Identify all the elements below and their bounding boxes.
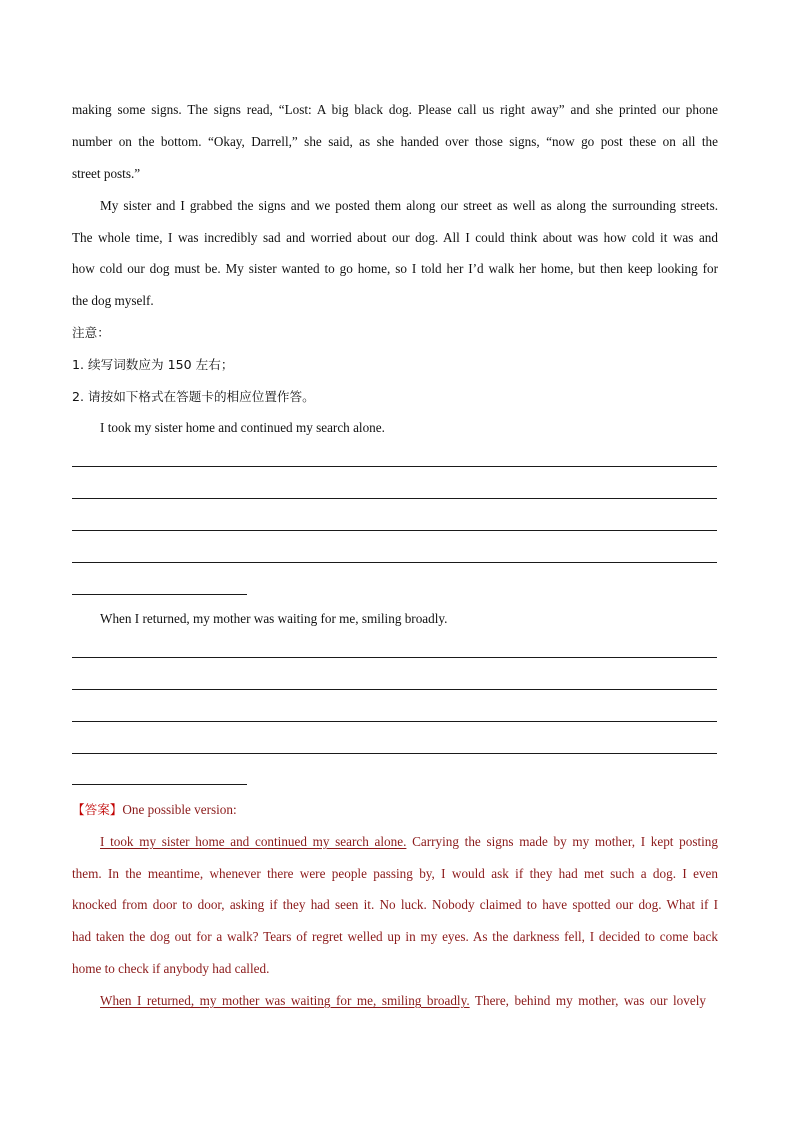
story-p1-line-3: street posts.”: [72, 166, 141, 181]
answer-p2-line-1: [100, 992, 706, 1010]
story-p2-line-4: the dog myself.: [72, 293, 154, 308]
story-p1-line-2: number on the bottom. “Okay, Darrell,” she said, as she handed over those signs, “now go post these on all the: [72, 134, 718, 149]
answer-p1-line-1-rest: Carrying the signs made by my mother, I kept posting: [406, 834, 718, 849]
answer-p1-line-4: had taken the dog out for a walk? Tears of regret welled up in my eyes. As the darkness fell, I decided to come back: [72, 929, 718, 944]
answer-p2-lead: When I returned, my mother was waiting for me, smiling broadly.: [100, 993, 470, 1008]
answer-p1-line-2: them. In the meantime, whenever there were people passing by, I would ask if they had met such a dog. I even: [72, 866, 718, 881]
writing-line: [72, 498, 717, 499]
story-p2-line-1: My sister and I grabbed the signs and we posted them along our street as well as along the surrounding streets.: [100, 198, 718, 213]
writing-line: [72, 689, 717, 690]
answer-tag: 【答案】: [72, 802, 123, 817]
answer-header: [72, 801, 237, 819]
story-p2-line-3: how cold our dog must be. My sister wanted to go home, so I told her I’d walk her home, but then keep looking for: [72, 261, 718, 276]
notes-item-1: 1. 续写词数应为 150 左右；: [72, 357, 234, 372]
story-p1-line-1: making some signs. The signs read, “Lost: A big black dog. Please call us right away” and she printed our phone: [72, 102, 718, 117]
answer-p1-line-3: knocked from door to door, asking if they had seen it. No luck. Nobody claimed to have spotted our dog. What if I: [72, 897, 718, 912]
prompt-second: When I returned, my mother was waiting for me, smiling broadly.: [100, 611, 448, 626]
writing-line: [72, 657, 717, 658]
answer-p1-line-5: home to check if anybody had called.: [72, 961, 270, 976]
notes-item-2: 2. 请按如下格式在答题卡的相应位置作答。: [72, 389, 315, 404]
writing-line: [72, 594, 247, 595]
answer-p1-lead: I took my sister home and continued my search alone.: [100, 834, 407, 849]
answer-p2-line-1-rest: There, behind my mother, was our lovely: [469, 993, 706, 1008]
writing-line: [72, 562, 717, 563]
notes-heading: 注意：: [72, 325, 110, 340]
writing-line: [72, 530, 717, 531]
answer-intro: One possible version:: [122, 802, 237, 817]
prompt-first: I took my sister home and continued my search alone.: [100, 420, 385, 435]
writing-line: [72, 466, 717, 467]
story-p2-line-2: The whole time, I was incredibly sad and worried about our dog. All I could think about was how cold it was and: [72, 230, 718, 245]
answer-p1-line-1: [100, 833, 718, 851]
writing-line: [72, 753, 717, 754]
writing-line: [72, 784, 247, 785]
writing-line: [72, 721, 717, 722]
